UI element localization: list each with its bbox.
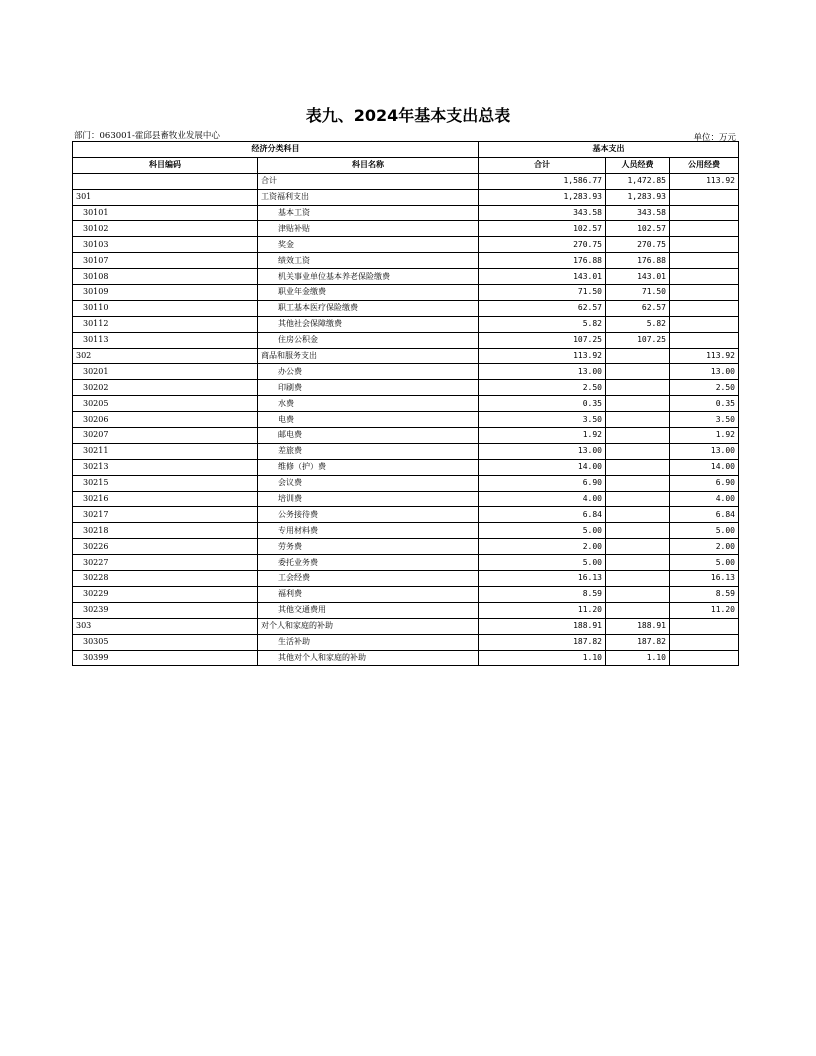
table-row xyxy=(73,475,739,491)
table-row xyxy=(73,189,739,205)
table-row xyxy=(73,412,739,428)
cell-name: 工会经费 xyxy=(258,571,479,587)
table-row xyxy=(73,459,739,475)
cell-public: 0.35 xyxy=(670,396,739,412)
table-row xyxy=(73,348,739,364)
table-row xyxy=(73,380,739,396)
cell-public: 14.00 xyxy=(670,459,739,475)
cell-public: 5.00 xyxy=(670,555,739,571)
cell-code: 30207 xyxy=(73,428,258,444)
header-public: 公用经费 xyxy=(670,157,739,173)
cell-personnel xyxy=(606,428,670,444)
cell-name: 差旅费 xyxy=(258,443,479,459)
cell-total: 107.25 xyxy=(479,332,606,348)
cell-personnel: 107.25 xyxy=(606,332,670,348)
cell-code: 30227 xyxy=(73,555,258,571)
table-row xyxy=(73,491,739,507)
cell-total: 1,283.93 xyxy=(479,189,606,205)
cell-total: 1.10 xyxy=(479,650,606,666)
cell-name: 专用材料费 xyxy=(258,523,479,539)
header-group-row xyxy=(73,142,739,158)
header-total: 合计 xyxy=(479,157,606,173)
cell-code: 30205 xyxy=(73,396,258,412)
cell-total: 13.00 xyxy=(479,443,606,459)
cell-total: 343.58 xyxy=(479,205,606,221)
cell-personnel xyxy=(606,555,670,571)
cell-public xyxy=(670,237,739,253)
cell-name: 津贴补贴 xyxy=(258,221,479,237)
table-row xyxy=(73,539,739,555)
cell-public: 2.00 xyxy=(670,539,739,555)
cell-code: 303 xyxy=(73,618,258,634)
cell-name: 工资福利支出 xyxy=(258,189,479,205)
cell-name: 商品和服务支出 xyxy=(258,348,479,364)
cell-personnel: 343.58 xyxy=(606,205,670,221)
cell-public: 1.92 xyxy=(670,428,739,444)
cell-code: 301 xyxy=(73,189,258,205)
cell-personnel xyxy=(606,348,670,364)
cell-code: 30108 xyxy=(73,269,258,285)
table-row xyxy=(73,173,739,189)
cell-code: 30112 xyxy=(73,316,258,332)
table-row xyxy=(73,205,739,221)
table-body xyxy=(73,173,739,666)
cell-name: 办公费 xyxy=(258,364,479,380)
cell-code: 30216 xyxy=(73,491,258,507)
table-row xyxy=(73,364,739,380)
header-column-row xyxy=(73,157,739,173)
cell-public xyxy=(670,618,739,634)
cell-total: 2.50 xyxy=(479,380,606,396)
cell-total: 6.84 xyxy=(479,507,606,523)
header-name: 科目名称 xyxy=(258,157,479,173)
table-row xyxy=(73,618,739,634)
cell-public: 3.50 xyxy=(670,412,739,428)
table-row xyxy=(73,237,739,253)
cell-code: 30215 xyxy=(73,475,258,491)
cell-personnel: 1,283.93 xyxy=(606,189,670,205)
cell-total: 6.90 xyxy=(479,475,606,491)
table-row xyxy=(73,285,739,301)
cell-code: 30213 xyxy=(73,459,258,475)
cell-personnel: 71.50 xyxy=(606,285,670,301)
table-row xyxy=(73,602,739,618)
cell-public: 6.84 xyxy=(670,507,739,523)
cell-code: 302 xyxy=(73,348,258,364)
cell-name: 电费 xyxy=(258,412,479,428)
cell-code: 30228 xyxy=(73,571,258,587)
cell-personnel: 1.10 xyxy=(606,650,670,666)
department-label: 部门：063001-霍邱县畜牧业发展中心 xyxy=(74,131,220,141)
table-row xyxy=(73,428,739,444)
cell-name: 水费 xyxy=(258,396,479,412)
cell-public: 8.59 xyxy=(670,586,739,602)
cell-total: 0.35 xyxy=(479,396,606,412)
table-row xyxy=(73,221,739,237)
cell-total: 71.50 xyxy=(479,285,606,301)
cell-public: 113.92 xyxy=(670,173,739,189)
cell-public xyxy=(670,189,739,205)
cell-total: 1,586.77 xyxy=(479,173,606,189)
table-row xyxy=(73,332,739,348)
cell-code: 30102 xyxy=(73,221,258,237)
table-row xyxy=(73,507,739,523)
cell-personnel xyxy=(606,539,670,555)
cell-total: 5.82 xyxy=(479,316,606,332)
header-code: 科目编码 xyxy=(73,157,258,173)
cell-personnel: 102.57 xyxy=(606,221,670,237)
cell-total: 1.92 xyxy=(479,428,606,444)
cell-total: 2.00 xyxy=(479,539,606,555)
cell-code: 30101 xyxy=(73,205,258,221)
cell-name: 机关事业单位基本养老保险缴费 xyxy=(258,269,479,285)
cell-public: 13.00 xyxy=(670,443,739,459)
cell-total: 5.00 xyxy=(479,555,606,571)
cell-name: 基本工资 xyxy=(258,205,479,221)
cell-public: 16.13 xyxy=(670,571,739,587)
cell-name: 职工基本医疗保险缴费 xyxy=(258,300,479,316)
cell-personnel xyxy=(606,412,670,428)
cell-name: 合计 xyxy=(258,173,479,189)
cell-personnel: 143.01 xyxy=(606,269,670,285)
cell-name: 对个人和家庭的补助 xyxy=(258,618,479,634)
cell-code: 30107 xyxy=(73,253,258,269)
cell-personnel xyxy=(606,586,670,602)
cell-code: 30226 xyxy=(73,539,258,555)
cell-public xyxy=(670,269,739,285)
cell-name: 住房公积金 xyxy=(258,332,479,348)
table-row xyxy=(73,300,739,316)
cell-name: 其他对个人和家庭的补助 xyxy=(258,650,479,666)
cell-public xyxy=(670,300,739,316)
cell-name: 印刷费 xyxy=(258,380,479,396)
cell-code: 30103 xyxy=(73,237,258,253)
cell-name: 生活补助 xyxy=(258,634,479,650)
table-row xyxy=(73,523,739,539)
cell-personnel: 187.82 xyxy=(606,634,670,650)
cell-name: 维修（护）费 xyxy=(258,459,479,475)
cell-public xyxy=(670,221,739,237)
cell-name: 委托业务费 xyxy=(258,555,479,571)
cell-total: 188.91 xyxy=(479,618,606,634)
cell-personnel: 1,472.85 xyxy=(606,173,670,189)
cell-name: 培训费 xyxy=(258,491,479,507)
cell-public xyxy=(670,205,739,221)
table-row xyxy=(73,650,739,666)
cell-public: 4.00 xyxy=(670,491,739,507)
cell-total: 14.00 xyxy=(479,459,606,475)
cell-public xyxy=(670,332,739,348)
cell-code: 30211 xyxy=(73,443,258,459)
cell-code: 30218 xyxy=(73,523,258,539)
cell-personnel: 62.57 xyxy=(606,300,670,316)
table-row xyxy=(73,634,739,650)
cell-name: 其他社会保障缴费 xyxy=(258,316,479,332)
cell-total: 102.57 xyxy=(479,221,606,237)
table-row xyxy=(73,571,739,587)
cell-name: 奖金 xyxy=(258,237,479,253)
cell-public xyxy=(670,650,739,666)
header-personnel: 人员经费 xyxy=(606,157,670,173)
cell-code: 30229 xyxy=(73,586,258,602)
page-title: 表九、2024年基本支出总表 xyxy=(305,106,511,125)
cell-personnel xyxy=(606,380,670,396)
expenditure-table xyxy=(72,141,739,666)
table-row xyxy=(73,555,739,571)
cell-name: 福利费 xyxy=(258,586,479,602)
cell-code: 30217 xyxy=(73,507,258,523)
cell-personnel: 270.75 xyxy=(606,237,670,253)
cell-personnel xyxy=(606,507,670,523)
cell-name: 公务接待费 xyxy=(258,507,479,523)
cell-total: 176.88 xyxy=(479,253,606,269)
cell-code: 30305 xyxy=(73,634,258,650)
cell-personnel: 176.88 xyxy=(606,253,670,269)
cell-public: 2.50 xyxy=(670,380,739,396)
header-economic-classification: 经济分类科目 xyxy=(73,142,479,158)
cell-personnel xyxy=(606,523,670,539)
cell-code: 30206 xyxy=(73,412,258,428)
cell-total: 113.92 xyxy=(479,348,606,364)
cell-personnel xyxy=(606,459,670,475)
cell-code: 30110 xyxy=(73,300,258,316)
cell-name: 会议费 xyxy=(258,475,479,491)
cell-personnel xyxy=(606,571,670,587)
cell-code: 30399 xyxy=(73,650,258,666)
cell-code: 30201 xyxy=(73,364,258,380)
cell-total: 187.82 xyxy=(479,634,606,650)
cell-personnel xyxy=(606,443,670,459)
table-row xyxy=(73,316,739,332)
cell-personnel: 5.82 xyxy=(606,316,670,332)
cell-total: 3.50 xyxy=(479,412,606,428)
cell-total: 4.00 xyxy=(479,491,606,507)
cell-personnel xyxy=(606,475,670,491)
cell-public: 5.00 xyxy=(670,523,739,539)
cell-name: 劳务费 xyxy=(258,539,479,555)
cell-total: 13.00 xyxy=(479,364,606,380)
unit-label: 单位：万元 xyxy=(693,133,736,143)
table-row xyxy=(73,443,739,459)
cell-public xyxy=(670,253,739,269)
cell-code: 30113 xyxy=(73,332,258,348)
cell-personnel xyxy=(606,364,670,380)
cell-code: 30239 xyxy=(73,602,258,618)
header-basic-expenditure: 基本支出 xyxy=(479,142,739,158)
cell-public: 113.92 xyxy=(670,348,739,364)
cell-total: 143.01 xyxy=(479,269,606,285)
cell-code xyxy=(73,173,258,189)
cell-total: 8.59 xyxy=(479,586,606,602)
cell-code: 30202 xyxy=(73,380,258,396)
cell-personnel xyxy=(606,396,670,412)
cell-total: 11.20 xyxy=(479,602,606,618)
table-row xyxy=(73,586,739,602)
cell-personnel xyxy=(606,602,670,618)
cell-name: 职业年金缴费 xyxy=(258,285,479,301)
cell-personnel: 188.91 xyxy=(606,618,670,634)
cell-total: 16.13 xyxy=(479,571,606,587)
cell-name: 绩效工资 xyxy=(258,253,479,269)
cell-public: 6.90 xyxy=(670,475,739,491)
cell-public xyxy=(670,634,739,650)
table-row xyxy=(73,396,739,412)
cell-name: 其他交通费用 xyxy=(258,602,479,618)
cell-total: 62.57 xyxy=(479,300,606,316)
cell-personnel xyxy=(606,491,670,507)
cell-public xyxy=(670,316,739,332)
cell-name: 邮电费 xyxy=(258,428,479,444)
cell-total: 5.00 xyxy=(479,523,606,539)
cell-public: 13.00 xyxy=(670,364,739,380)
cell-total: 270.75 xyxy=(479,237,606,253)
cell-public: 11.20 xyxy=(670,602,739,618)
cell-public xyxy=(670,285,739,301)
table-row xyxy=(73,269,739,285)
cell-code: 30109 xyxy=(73,285,258,301)
table-row xyxy=(73,253,739,269)
